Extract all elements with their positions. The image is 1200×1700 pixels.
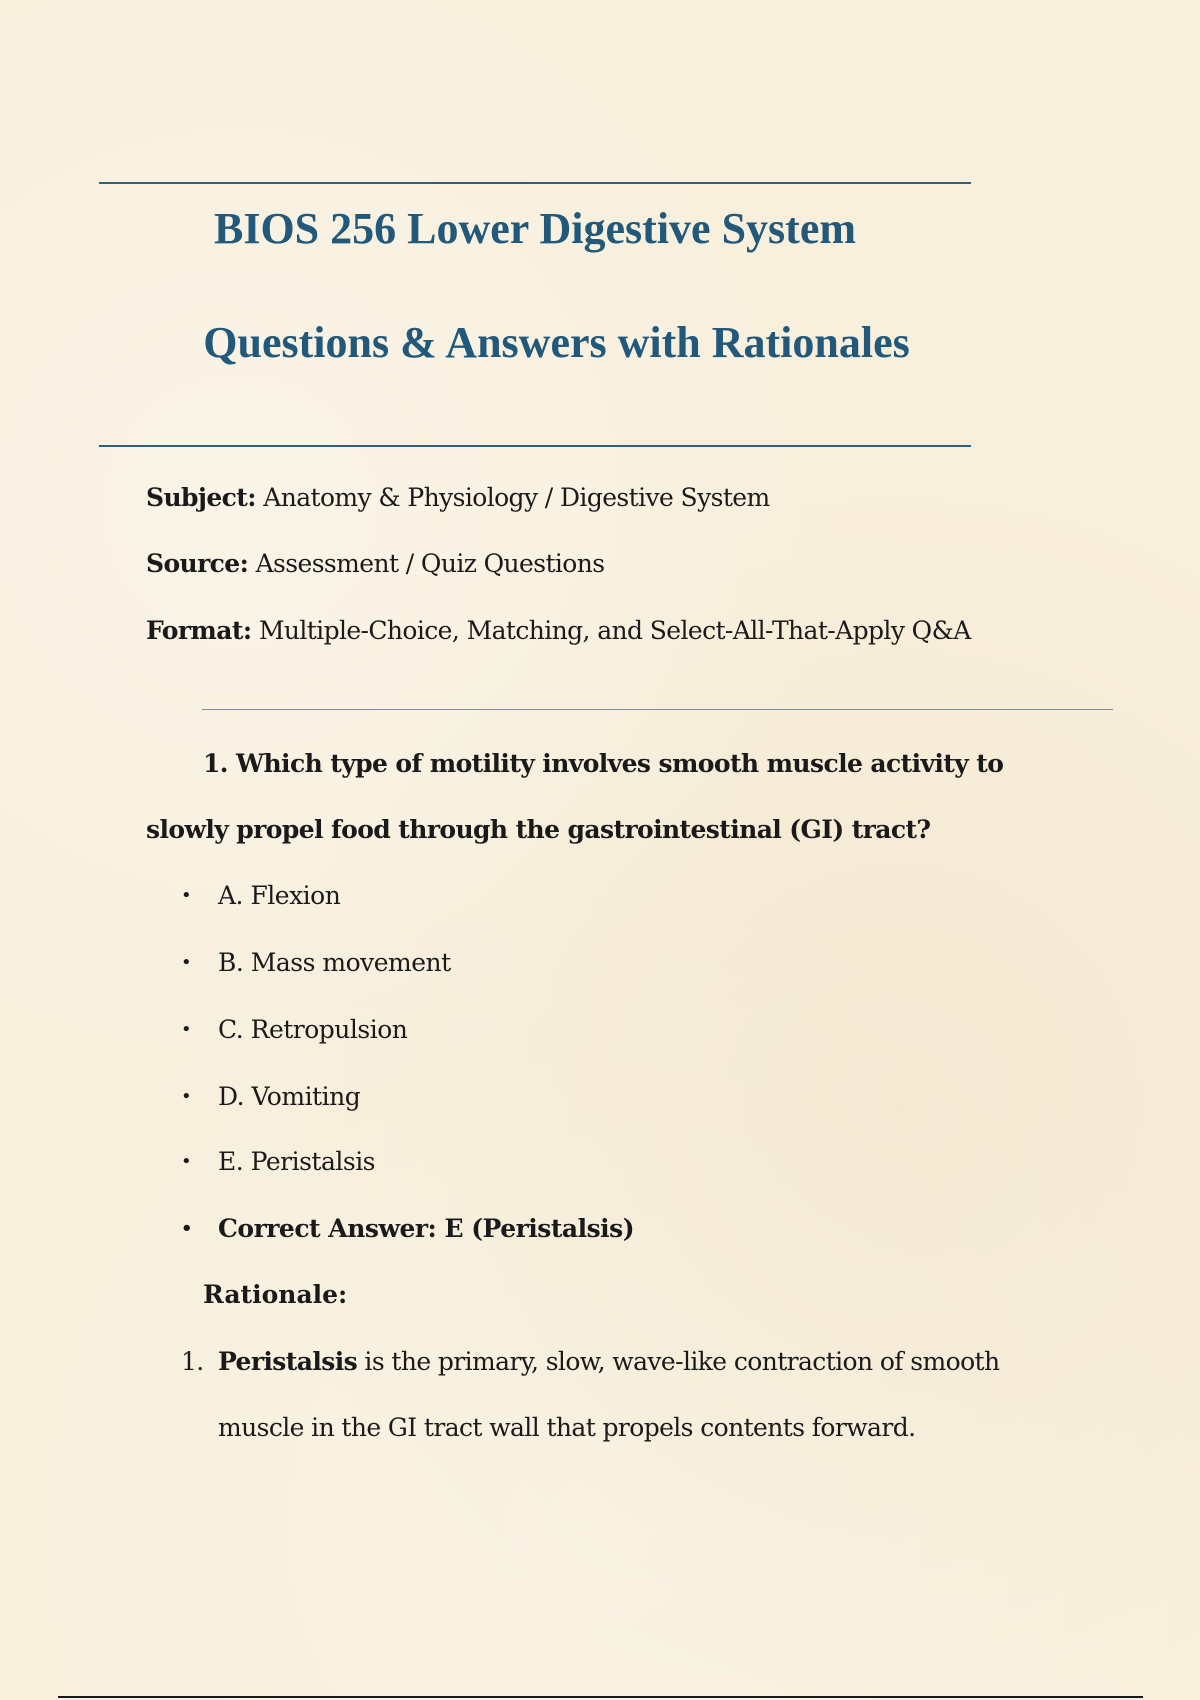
correct-answer <box>181 1214 634 1243</box>
rationale-item-number: 1. <box>181 1347 204 1376</box>
option-d-text: D. Vomiting <box>218 1082 361 1111</box>
bullet-icon: • <box>181 885 192 906</box>
footer-rule <box>58 1696 1143 1698</box>
rationale-text-line2: muscle in the GI tract wall that propels contents forward. <box>218 1413 916 1442</box>
rationale-label: Rationale: <box>203 1280 348 1309</box>
title-top-rule <box>99 182 971 184</box>
bullet-icon: • <box>181 952 192 973</box>
question-stem-line2: slowly propel food through the gastrointestinal (GI) tract? <box>146 815 931 844</box>
bullet-icon: • <box>181 1218 193 1239</box>
option-a <box>181 881 340 910</box>
option-c <box>181 1015 407 1044</box>
option-a-text: A. Flexion <box>218 881 341 910</box>
format-line <box>146 616 971 645</box>
document-title: BIOS 256 Lower Digestive System <box>213 204 857 253</box>
bullet-icon: • <box>181 1019 192 1040</box>
subject-line <box>146 483 770 512</box>
rationale-item <box>181 1347 999 1376</box>
format-label: Format: <box>146 616 252 645</box>
correct-answer-text: Correct Answer: E (Peristalsis) <box>218 1214 635 1243</box>
subject-label: Subject: <box>146 483 256 512</box>
bullet-icon: • <box>181 1086 192 1107</box>
rationale-text-line1: is the primary, slow, wave-like contraction of smooth <box>357 1347 1000 1376</box>
source-value: Assessment / Quiz Questions <box>255 549 605 578</box>
source-line <box>146 549 604 578</box>
option-c-text: C. Retropulsion <box>218 1015 408 1044</box>
section-divider <box>202 709 1113 710</box>
option-e-text: E. Peristalsis <box>218 1147 376 1176</box>
question-stem-line1: 1. Which type of motility involves smooth muscle activity to <box>203 749 1004 778</box>
format-value: Multiple-Choice, Matching, and Select-All-That-Apply Q&A <box>258 616 971 645</box>
document-subtitle: Questions & Answers with Rationales <box>203 318 910 367</box>
bullet-icon: • <box>181 1151 192 1172</box>
subject-value: Anatomy & Physiology / Digestive System <box>263 483 770 512</box>
title-bottom-rule <box>99 445 971 447</box>
option-d <box>181 1082 360 1111</box>
source-label: Source: <box>146 549 249 578</box>
option-b-text: B. Mass movement <box>218 948 451 977</box>
rationale-term: Peristalsis <box>218 1347 358 1376</box>
option-b <box>181 948 451 977</box>
option-e <box>181 1147 375 1176</box>
